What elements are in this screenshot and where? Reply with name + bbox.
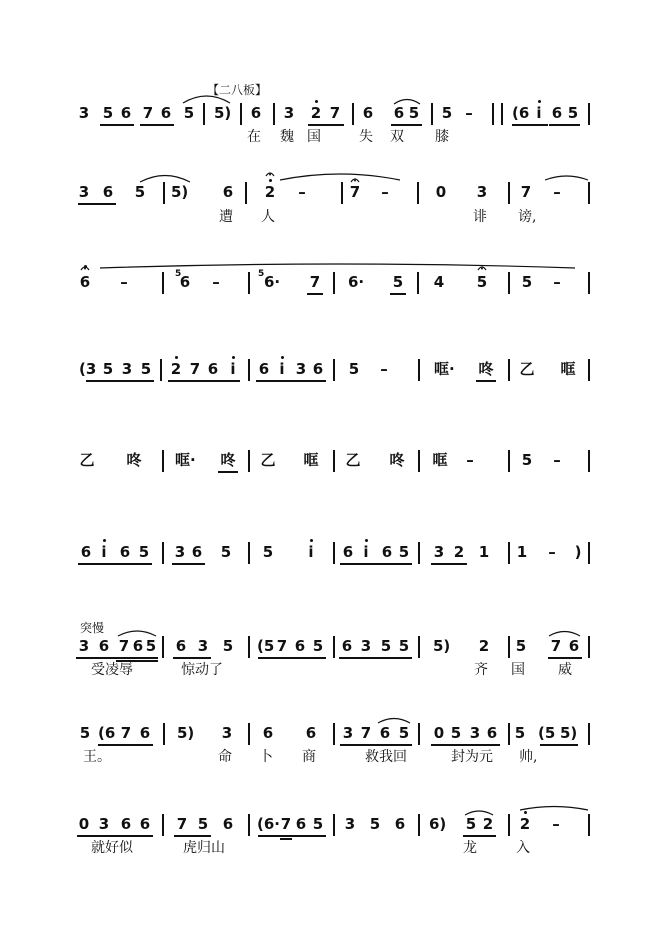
jianpu-note: – [552,815,560,833]
jianpu-note: 1 [516,543,528,561]
jianpu-note: 5) [177,724,195,742]
jianpu-note: 5 [183,104,195,122]
jianpu-note: 3 [342,724,354,742]
jianpu-note: 5 [145,637,157,655]
jianpu-note: 7 [120,724,132,742]
jianpu-note: 6 [160,104,172,122]
octave-dot [232,356,235,359]
lyric-char: 入 [516,840,530,856]
jianpu-note: ) [574,543,582,561]
jianpu-note: 7 [329,104,341,122]
lyric-char: 命 [218,749,232,765]
jianpu-note: 5 [102,360,114,378]
lyric-char: 国 [307,129,321,145]
jianpu-note: 5 [398,724,410,742]
jianpu-note: 5 [197,815,209,833]
lyric-char: 人 [261,209,275,225]
jianpu-note: 6 [175,637,187,655]
jianpu-note: i [308,543,314,561]
lyric-char: 受凌辱 [91,662,133,678]
slur [280,174,400,180]
duration-underline [98,744,153,746]
duration-underline [431,744,500,746]
jianpu-note: (6· [257,815,280,833]
jianpu-note: 5) [214,104,232,122]
jianpu-note: 6 [486,724,498,742]
jianpu-note: 6 [551,104,563,122]
bar-line [588,636,590,658]
slur [549,632,580,637]
bar-line [508,182,510,204]
jianpu-note: 哐 [560,360,576,378]
jianpu-note: 6 [394,815,406,833]
bar-line [418,814,420,836]
jianpu-note: 6 [119,543,131,561]
jianpu-note: 6 [98,637,110,655]
jianpu-note: (3 [79,360,97,378]
bar-line [508,359,510,381]
jianpu-note: 5 [140,360,152,378]
jianpu-note: 5 [521,273,533,291]
bar-line [333,359,335,381]
duration-underline [174,835,211,837]
duration-underline [86,380,154,382]
jianpu-note: 3 [174,543,186,561]
jianpu-note: 2 [310,104,322,122]
jianpu-note: 1 [478,543,490,561]
bar-line [588,103,590,125]
jianpu-note: 0 [435,183,447,201]
bar-line [501,103,503,125]
bar-line [508,272,510,294]
jianpu-note: 7 [189,360,201,378]
lyric-char: 国 [511,662,525,678]
jianpu-note: 6 [191,543,203,561]
jianpu-note: 3 [221,724,233,742]
bar-line [333,636,335,658]
jianpu-note: 5 [102,104,114,122]
tempo-label: 突慢 [80,621,105,635]
jianpu-note: 5 [220,543,232,561]
jianpu-note: 咚 [478,360,494,378]
bar-line [492,103,494,125]
duration-underline [308,124,344,126]
bar-line [248,723,250,745]
slur [520,807,588,811]
jianpu-note: (6 [512,104,530,122]
grace-note: 5 [258,269,265,279]
bar-line [508,542,510,564]
lyric-char: 封为元 [451,749,493,765]
jianpu-note: 5 [369,815,381,833]
jianpu-note: 乙 [519,360,535,378]
jianpu-note: 5 [134,183,146,201]
jianpu-note: i [101,543,107,561]
jianpu-note: 6 [120,104,132,122]
lyric-char: 膝 [435,129,449,145]
jianpu-note: 咚 [220,451,236,469]
bar-line [162,450,164,472]
bar-line [418,450,420,472]
jianpu-note: 5 [514,724,526,742]
jianpu-note: – [548,543,556,561]
jianpu-note: 3 [121,360,133,378]
jianpu-note: 3 [469,724,481,742]
duration-underline [100,124,134,126]
bar-line [431,103,433,125]
duration-underline [340,563,412,565]
bar-line [508,723,510,745]
lyric-char: 诽 [473,209,487,225]
octave-dot [315,100,318,103]
duration-underline [280,838,292,840]
jianpu-note: 乙 [260,451,276,469]
jianpu-note: 哐· [434,360,455,378]
bar-line [588,723,590,745]
duration-underline [140,124,174,126]
bar-line [588,450,590,472]
jianpu-note: – [553,451,561,469]
jianpu-note: 咚 [389,451,405,469]
bar-line [248,542,250,564]
jianpu-note: 6 [393,104,405,122]
jianpu-note: – [212,273,220,291]
octave-dot [365,539,368,542]
bar-line [162,814,164,836]
bar-line [417,182,419,204]
bar-line [333,450,335,472]
duration-underline [173,657,211,659]
lyric-char: 遭 [219,209,233,225]
jianpu-note: 6 [139,815,151,833]
octave-dot [281,356,284,359]
jianpu-note: 3 [295,360,307,378]
jianpu-note: 2 [519,815,531,833]
lyric-char: 威 [558,662,572,678]
jianpu-note: 6 [222,183,234,201]
bar-line [508,450,510,472]
duration-underline [256,380,326,382]
bar-line [588,272,590,294]
bar-line [588,359,590,381]
bar-line [333,272,335,294]
jianpu-note: 5 [515,637,527,655]
jianpu-note: 7 [276,637,288,655]
bar-line [245,182,247,204]
jianpu-note: 6 [295,815,307,833]
jianpu-note: – [553,273,561,291]
bar-line [418,636,420,658]
octave-dot [538,100,541,103]
duration-underline [548,657,582,659]
lyric-char: 齐 [474,662,488,678]
jianpu-note: 5 [392,273,404,291]
lyric-char: 龙 [463,840,477,856]
bar-line [248,814,250,836]
fermata [351,179,359,182]
duration-underline [431,563,467,565]
jianpu-note: 6 [79,273,91,291]
lyric-char: 卜 [259,749,273,765]
jianpu-note: 6· [264,273,281,291]
bar-line [162,542,164,564]
jianpu-note: 7 [349,183,361,201]
slur [378,719,410,724]
octave-dot [310,539,313,542]
duration-underline [168,380,240,382]
jianpu-note: 6 [362,104,374,122]
bar-line [418,359,420,381]
bar-line [163,182,165,204]
jianpu-note: 6 [262,724,274,742]
jianpu-note: 6· [348,273,365,291]
bar-line [240,103,242,125]
jianpu-note: 5 [138,543,150,561]
jianpu-note: 4 [433,273,445,291]
jianpu-note: – [120,273,128,291]
jianpu-note: i [363,543,369,561]
jianpu-note: 7 [280,815,292,833]
jianpu-note: 3 [433,543,445,561]
jianpu-note: 5) [560,724,578,742]
fermata [266,173,274,176]
jianpu-note: 5 [521,451,533,469]
jianpu-note: 6 [80,543,92,561]
lyric-char: 商 [302,749,316,765]
bar-line [418,723,420,745]
jianpu-note: i [536,104,542,122]
jianpu-note: 3 [78,104,90,122]
jianpu-note: 6 [179,273,191,291]
bar-line [248,450,250,472]
jianpu-note: 5 [567,104,579,122]
fermata [478,267,486,270]
jianpu-note: 3 [78,637,90,655]
bar-line [163,723,165,745]
jianpu-note: 6 [568,637,580,655]
lyric-char: 在 [247,129,261,145]
bar-line [588,814,590,836]
bar-line [588,182,590,204]
jianpu-note: 5 [222,637,234,655]
jianpu-note: 6 [341,637,353,655]
jianpu-note: 5 [465,815,477,833]
jianpu-note: (5 [538,724,556,742]
bar-line [508,814,510,836]
octave-dot [175,356,178,359]
jianpu-note: – [466,451,474,469]
jianpu-note: 5 [398,637,410,655]
duration-underline [463,835,496,837]
bar-line [333,723,335,745]
section-label: 【二八板】 [207,83,268,97]
jianpu-note: 3 [283,104,295,122]
jianpu-note: (6 [98,724,116,742]
duration-underline [512,124,548,126]
jianpu-note: 3 [78,183,90,201]
jianpu-note: 5 [441,104,453,122]
slur [140,176,190,183]
jianpu-note: 哐 [432,451,448,469]
jianpu-note: 6 [250,104,262,122]
jianpu-note: 乙 [345,451,361,469]
bar-line [418,542,420,564]
bar-line [162,636,164,658]
duration-underline [549,124,580,126]
jianpu-note: 5 [262,543,274,561]
jianpu-note: 6 [258,360,270,378]
duration-underline [78,203,116,205]
duration-underline [540,744,578,746]
jianpu-note: 7 [176,815,188,833]
lyric-char: 王。 [83,749,111,765]
jianpu-note: 咚 [126,451,142,469]
jianpu-note: 3 [98,815,110,833]
slur [545,176,588,180]
bar-line [203,103,205,125]
duration-underline [76,657,158,659]
jianpu-note: 6) [429,815,447,833]
jianpu-note: i [279,360,285,378]
jianpu-note: 7 [309,273,321,291]
duration-underline [340,744,412,746]
duration-underline [339,657,412,659]
jianpu-note: 6 [139,724,151,742]
jianpu-note: 6 [342,543,354,561]
jianpu-note: 5 [476,273,488,291]
jianpu-note: – [553,183,561,201]
duration-underline [172,563,205,565]
bar-line [248,636,250,658]
jianpu-note: 2 [170,360,182,378]
jianpu-note: – [298,183,306,201]
jianpu-note: 6 [132,637,144,655]
jianpu-note: 5 [348,360,360,378]
bar-line [341,182,343,204]
jianpu-note: 6 [102,183,114,201]
bar-line [248,359,250,381]
jianpu-note: 5 [312,815,324,833]
jianpu-note: 5 [312,637,324,655]
duration-underline [78,563,152,565]
jianpu-note: 哐· [175,451,196,469]
lyric-char: 谤, [518,209,537,225]
bar-line [160,359,162,381]
duration-underline [258,657,326,659]
bar-line [508,636,510,658]
duration-underline [77,835,153,837]
jianpu-note: 7 [360,724,372,742]
octave-dot [524,811,527,814]
bar-line [588,542,590,564]
jianpu-note: – [465,104,473,122]
lyric-char: 救我回 [365,749,407,765]
jianpu-note: 0 [433,724,445,742]
bar-line [333,814,335,836]
jianpu-note: 6 [379,724,391,742]
duration-underline [307,293,323,295]
octave-dot [84,265,87,268]
slur [118,631,156,636]
jianpu-note: 7 [142,104,154,122]
jianpu-note: 5) [171,183,189,201]
jianpu-note: 6 [312,360,324,378]
jianpu-note: 7 [550,637,562,655]
jianpu-note: (5 [257,637,275,655]
bar-line [273,103,275,125]
duration-underline [476,380,496,382]
jianpu-note: 5 [408,104,420,122]
duration-underline [258,835,326,837]
slur [100,264,575,268]
bar-line [417,272,419,294]
bar-line [352,103,354,125]
octave-dot [269,179,272,182]
jianpu-note: 6 [120,815,132,833]
bar-line [162,272,164,294]
jianpu-note: 2 [453,543,465,561]
jianpu-note: 2 [478,637,490,655]
jianpu-note: 3 [360,637,372,655]
lyric-char: 惊动了 [181,662,223,678]
lyric-char: 双 [390,129,404,145]
jianpu-note: 0 [78,815,90,833]
jianpu-note: 2 [264,183,276,201]
jianpu-note: – [380,360,388,378]
duration-underline [218,471,238,473]
jianpu-note: 5 [398,543,410,561]
duration-underline [390,293,406,295]
jianpu-note: 3 [197,637,209,655]
jianpu-note: 哐 [303,451,319,469]
grace-note: 5 [175,269,182,279]
jianpu-note: – [381,183,389,201]
jianpu-note: 6 [207,360,219,378]
jianpu-note: 7 [118,637,130,655]
slur [183,96,230,103]
bar-line [248,272,250,294]
lyric-char: 虎归山 [183,840,225,856]
jianpu-note: 6 [305,724,317,742]
jianpu-note: i [230,360,236,378]
jianpu-note: 2 [482,815,494,833]
jianpu-note: 5) [433,637,451,655]
jianpu-note: 3 [476,183,488,201]
lyric-char: 就好似 [91,840,133,856]
lyric-char: 帅, [519,749,538,765]
jianpu-note: 6 [294,637,306,655]
bar-line [333,542,335,564]
jianpu-note: 5 [380,637,392,655]
jianpu-note: 7 [520,183,532,201]
jianpu-note: 乙 [79,451,95,469]
jianpu-note: 3 [344,815,356,833]
jianpu-note: 5 [79,724,91,742]
jianpu-note: 6 [381,543,393,561]
lyric-char: 魏 [280,129,294,145]
lyric-char: 失 [359,129,373,145]
octave-dot [103,539,106,542]
jianpu-note: 5 [450,724,462,742]
jianpu-note: 6 [222,815,234,833]
duration-underline [391,124,422,126]
